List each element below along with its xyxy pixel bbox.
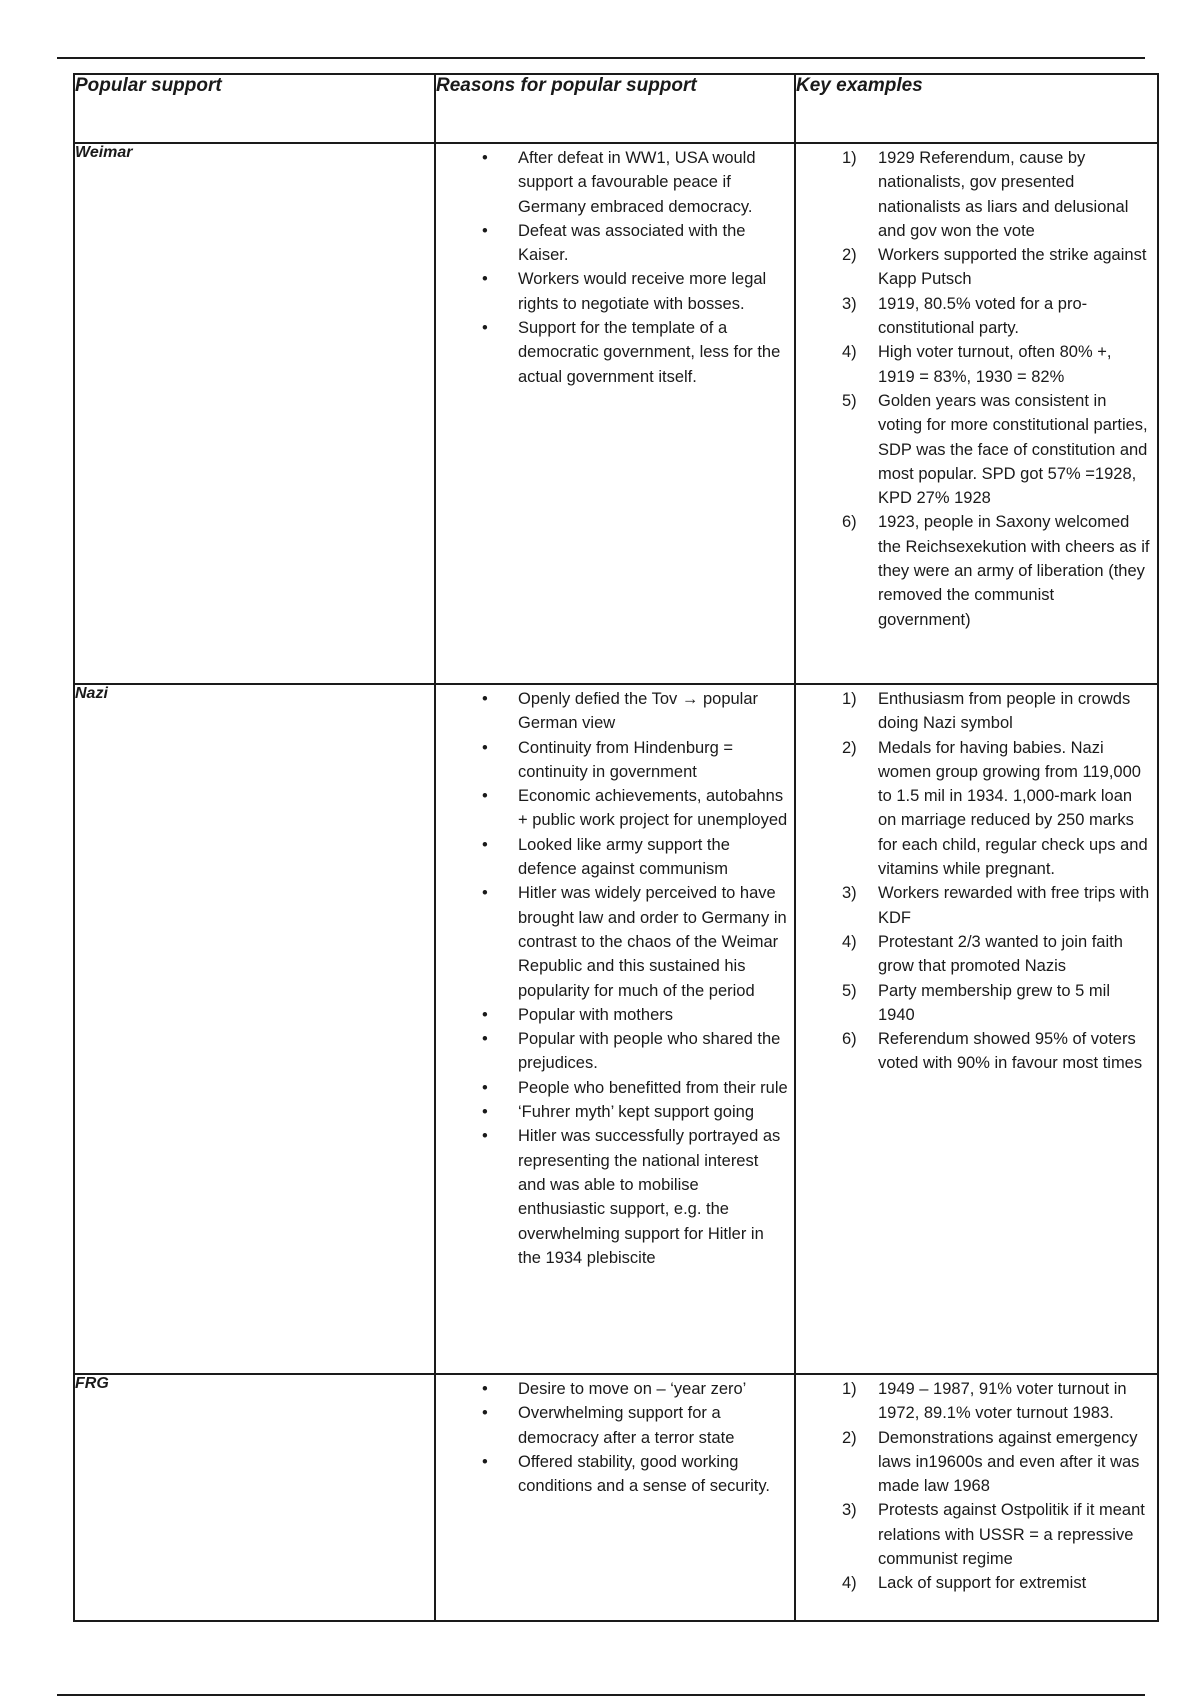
example-text: Lack of support for extremist xyxy=(878,1574,1087,1593)
column-header-reasons: Reasons for popular support xyxy=(435,74,795,143)
reason-item: • Support for the template of a democratic government, less for the actual government itself. xyxy=(436,316,794,389)
example-text: 1929 Referendum, cause by nationalists, gov presented nationalists as liars and delusional and gov won the vote xyxy=(878,149,1129,240)
example-text: Referendum showed 95% of voters voted with 90% in favour most times xyxy=(878,1030,1143,1073)
reason-item: • ‘Fuhrer myth’ kept support going xyxy=(436,1100,794,1124)
reason-item: • Offered stability, good working conditions and a sense of security. xyxy=(436,1450,794,1499)
example-item xyxy=(796,979,1157,1028)
example-number: 3) xyxy=(842,884,857,903)
example-text: Protests against Ostpolitik if it meant relations with USSR = a repressive communist regime xyxy=(878,1501,1145,1569)
examples-cell-weimar xyxy=(795,143,1158,684)
example-item xyxy=(796,389,1157,510)
example-item xyxy=(796,881,1157,930)
example-text: High voter turnout, often 80% +, 1919 = 83%, 1930 = 82% xyxy=(878,343,1112,386)
reasons-list xyxy=(436,687,794,1270)
reason-item: • Continuity from Hindenburg = continuity in government xyxy=(436,736,794,785)
row-label-nazi: Nazi xyxy=(74,684,435,1374)
reasons-list xyxy=(436,1377,794,1498)
example-item xyxy=(796,340,1157,389)
reasons-cell-weimar xyxy=(435,143,795,684)
example-item xyxy=(796,510,1157,631)
table-row-weimar xyxy=(74,143,1158,684)
example-number: 3) xyxy=(842,294,857,313)
example-number: 1) xyxy=(842,1380,857,1398)
example-number: 1) xyxy=(842,690,857,708)
reason-item: • Workers would receive more legal rights to negotiate with bosses. xyxy=(436,267,794,316)
column-header-popular-support: Popular support xyxy=(74,74,435,143)
table-header-row xyxy=(74,74,1158,143)
example-text: Workers rewarded with free trips with KDF xyxy=(878,884,1150,927)
footer-rule xyxy=(57,1694,1145,1696)
reasons-cell-nazi xyxy=(435,684,795,1374)
example-item xyxy=(796,1027,1157,1076)
examples-cell-frg xyxy=(795,1374,1158,1621)
example-text: Protestant 2/3 wanted to join faith grow that promoted Nazis xyxy=(878,932,1123,976)
example-text: 1923, people in Saxony welcomed the Reichsexekution with cheers as if they were an army of liberation (they removed the communist government) xyxy=(878,513,1150,629)
examples-list xyxy=(796,1377,1157,1596)
example-text: Workers supported the strike against Kapp Putsch xyxy=(878,246,1147,289)
reasons-cell-frg xyxy=(435,1374,795,1621)
examples-cell-nazi xyxy=(795,684,1158,1374)
row-label-frg: FRG xyxy=(74,1374,435,1621)
example-number: 2) xyxy=(842,738,857,757)
example-item xyxy=(796,1377,1157,1426)
table-row-nazi xyxy=(74,684,1158,1374)
example-number: 6) xyxy=(842,513,857,532)
example-number: 3) xyxy=(842,1501,857,1520)
example-number: 1) xyxy=(842,149,857,167)
example-number: 2) xyxy=(842,1428,857,1447)
example-item xyxy=(796,736,1157,882)
reason-item: • Economic achievements, autobahns + public work project for unemployed xyxy=(436,784,794,833)
example-text: Medals for having babies. Nazi women group growing from 119,000 to 1.5 mil in 1934. 1,000-mark loan on marriage reduced by 250 marks for each child, regular check ups and vitamins while pregnant. xyxy=(878,738,1148,879)
example-number: 5) xyxy=(842,981,857,1000)
reason-item: • Overwhelming support for a democracy after a terror state xyxy=(436,1401,794,1450)
reason-item: • Openly defied the Tov → popular German view xyxy=(436,687,794,736)
example-text: 1949 – 1987, 91% voter turnout in 1972, 89.1% voter turnout 1983. xyxy=(878,1380,1127,1423)
example-number: 4) xyxy=(842,1574,857,1593)
column-header-key-examples: Key examples xyxy=(795,74,1158,143)
example-item xyxy=(796,1571,1157,1595)
example-item xyxy=(796,687,1157,736)
example-text: Demonstrations against emergency laws in19600s and even after it was made law 1968 xyxy=(878,1428,1140,1496)
example-text: 1919, 80.5% voted for a pro-constitutional party. xyxy=(878,294,1088,338)
reason-item: • Popular with mothers xyxy=(436,1003,794,1027)
header-rule xyxy=(57,57,1145,59)
reason-item: • Defeat was associated with the Kaiser. xyxy=(436,219,794,268)
example-number: 6) xyxy=(842,1030,857,1049)
example-number: 5) xyxy=(842,391,857,410)
reason-item: • Desire to move on – ‘year zero’ xyxy=(436,1377,794,1401)
examples-list xyxy=(796,687,1157,1076)
popular-support-table xyxy=(73,73,1159,1622)
example-item xyxy=(796,292,1157,341)
example-number: 4) xyxy=(842,932,857,951)
examples-list xyxy=(796,146,1157,632)
example-item xyxy=(796,243,1157,292)
reason-item: • People who benefitted from their rule xyxy=(436,1076,794,1100)
row-label-weimar: Weimar xyxy=(74,143,435,684)
reasons-list xyxy=(436,146,794,389)
example-text: Golden years was consistent in voting for more constitutional parties, SDP was the face of constitution and most popular. SPD got 57% =1928, KPD 27% 1928 xyxy=(878,391,1148,508)
example-text: Enthusiasm from people in crowds doing Nazi symbol xyxy=(878,690,1131,733)
example-item xyxy=(796,1498,1157,1571)
reason-item: • Popular with people who shared the prejudices. xyxy=(436,1027,794,1076)
reason-item: • Hitler was widely perceived to have brought law and order to Germany in contrast to the chaos of the Weimar Republic and this sustained his popularity for much of the period xyxy=(436,881,794,1002)
example-item xyxy=(796,1426,1157,1499)
example-item xyxy=(796,930,1157,979)
example-item xyxy=(796,146,1157,243)
reason-item: • Looked like army support the defence against communism xyxy=(436,833,794,882)
reason-item: • After defeat in WW1, USA would support a favourable peace if Germany embraced democracy. xyxy=(436,146,794,219)
reason-item: • Hitler was successfully portrayed as representing the national interest and was able to mobilise enthusiastic support, e.g. the overwhelming support for Hitler in the 1934 plebiscite xyxy=(436,1124,794,1270)
table-row-frg xyxy=(74,1374,1158,1621)
example-text: Party membership grew to 5 mil 1940 xyxy=(878,981,1110,1024)
example-number: 2) xyxy=(842,246,857,265)
example-number: 4) xyxy=(842,343,857,362)
